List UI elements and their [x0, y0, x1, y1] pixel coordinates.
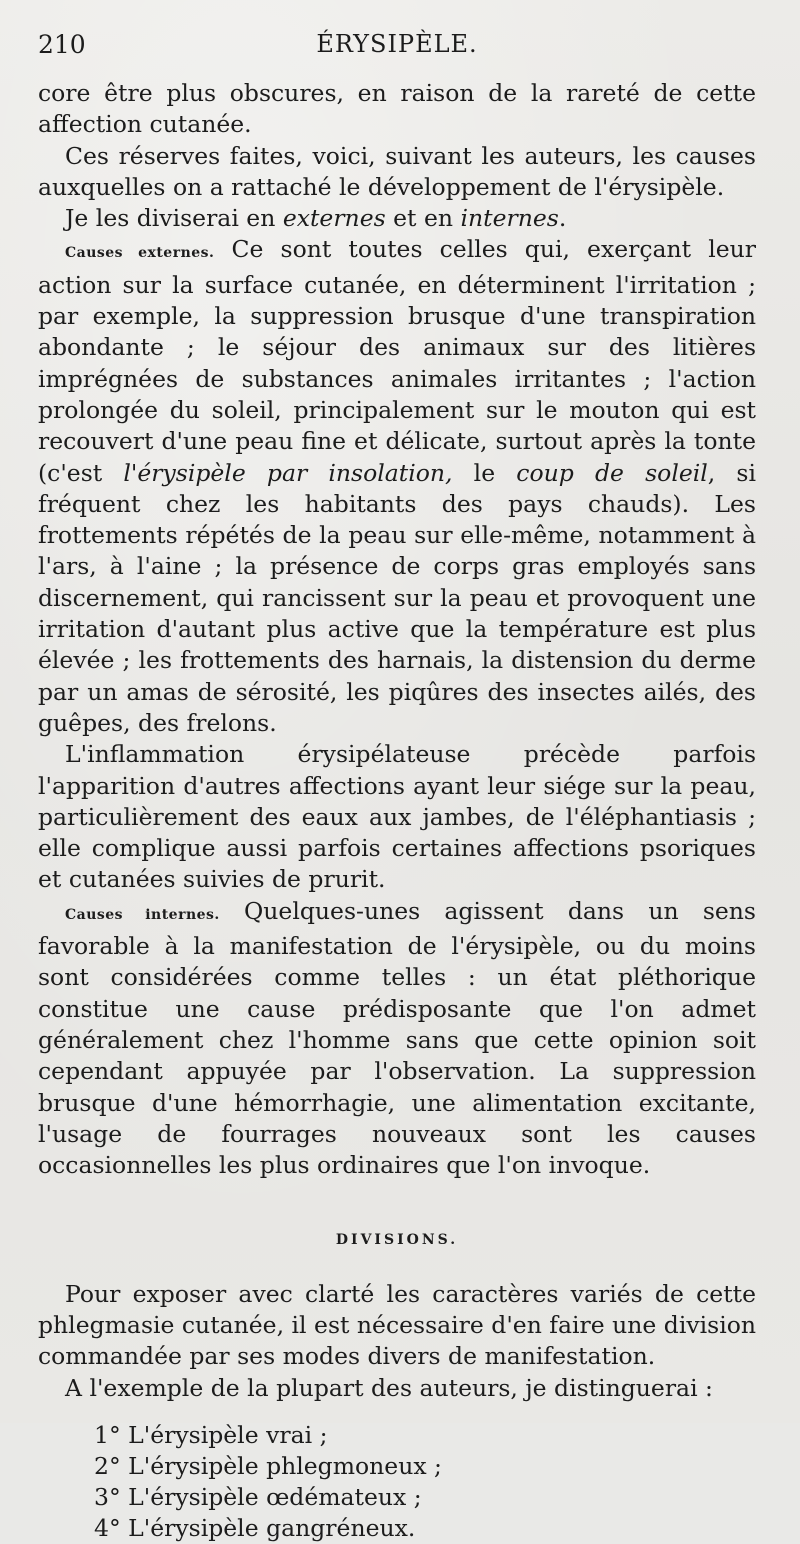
text-run: Je les diviserai en — [65, 204, 283, 233]
list-item: 2° L'érysipèle phlegmoneux ; — [94, 1451, 442, 1480]
text-run: Quelques-unes agissent dans un sens favorable à la manifestation de l'érysipèle, ou du moins sont considérées comme telles : un état pléthorique constitue une cause prédisposante que l'on admet généralement chez l'homme sans que cette opinion soit cependant appuyée par l'observation. La suppression brusque d'une hémorrhagie, une alimentation excitante, l'usage de fourrages nouveaux sont les causes occasionnelles les plus ordinaires que l'on invoque. — [38, 896, 756, 1180]
italic-term-coup-de-soleil: coup de soleil — [516, 458, 708, 487]
section-heading-divisions: DIVISIONS. — [335, 1232, 459, 1249]
run-in-heading-causes-externes: Causes externes. — [65, 245, 215, 262]
paragraph-continuation: core être plus obscures, en raison de la rareté de cette affection cutanée. — [38, 79, 756, 139]
paragraph-division — [38, 203, 756, 234]
text-run: , si fréquent chez les habitants des pays chauds). Les frottements répétés de la peau sur elle-même, notamment à l'ars, à l'aine ; la présence de corps gras employés sans discernement, qui rancissent sur la peau et provoquent une irritation d'autant plus active que la température est plus élevée ; les frottements des harnais, la distension du derme par un amas de sérosité, les piqûres des insectes ailés, des guêpes, des frelons. — [38, 458, 757, 737]
italic-term-internes: internes — [460, 204, 559, 233]
italic-term-externes: externes — [282, 204, 386, 233]
text-run: Ce sont toutes celles qui, exerçant leur action sur la surface cutanée, en déterminent l'irritation ; par exemple, la suppression brusque d'une transpiration abondante ; le séjour des animaux sur des litières imprégnées de substances animales irritantes ; l'action prolongée du soleil, principalement sur le mouton qui est recouvert d'une peau fine et délicate, surtout après la tonte (c'est — [38, 235, 756, 487]
text-run: . — [558, 204, 567, 233]
text-run: le — [452, 458, 517, 487]
italic-term-insolation: l'érysipèle par insolation, — [123, 458, 453, 487]
run-in-heading-causes-internes: Causes internes. — [65, 906, 220, 923]
paragraph-distinguerai: A l'exemple de la plupart des auteurs, je distinguerai : — [65, 1373, 713, 1402]
paragraph-inflammation: L'inflammation érysipélateuse précède parfois l'apparition d'autres affections ayant leur siége sur la peau, particulièrement des eaux aux jambes, de l'éléphantiasis ; elle complique aussi parfois certaines affections psoriques et cutanées suivies de prurit. — [38, 740, 756, 894]
page-number: 210 — [38, 30, 86, 59]
page-header — [38, 30, 756, 66]
erysipele-types-list — [94, 1420, 756, 1544]
list-item: 3° L'érysipèle œdémateux ; — [94, 1482, 422, 1511]
list-item: 1° L'érysipèle vrai ; — [94, 1420, 328, 1449]
text-run: et en — [385, 204, 461, 233]
paragraph-causes-intro: Ces réserves faites, voici, suivant les auteurs, les causes auxquelles on a rattaché le développement de l'érysipèle. — [38, 141, 756, 201]
running-head: ÉRYSIPÈLE. — [316, 30, 478, 58]
paragraph-divisions-intro: Pour exposer avec clarté les caractères variés de cette phlegmasie cutanée, il est nécessaire d'en faire une division commandée par ses modes divers de manifestation. — [38, 1279, 756, 1371]
page-body — [38, 78, 756, 1544]
list-item: 4° L'érysipèle gangréneux. — [94, 1513, 416, 1542]
paragraph-causes-externes — [38, 234, 756, 739]
paragraph-causes-internes — [38, 896, 756, 1182]
